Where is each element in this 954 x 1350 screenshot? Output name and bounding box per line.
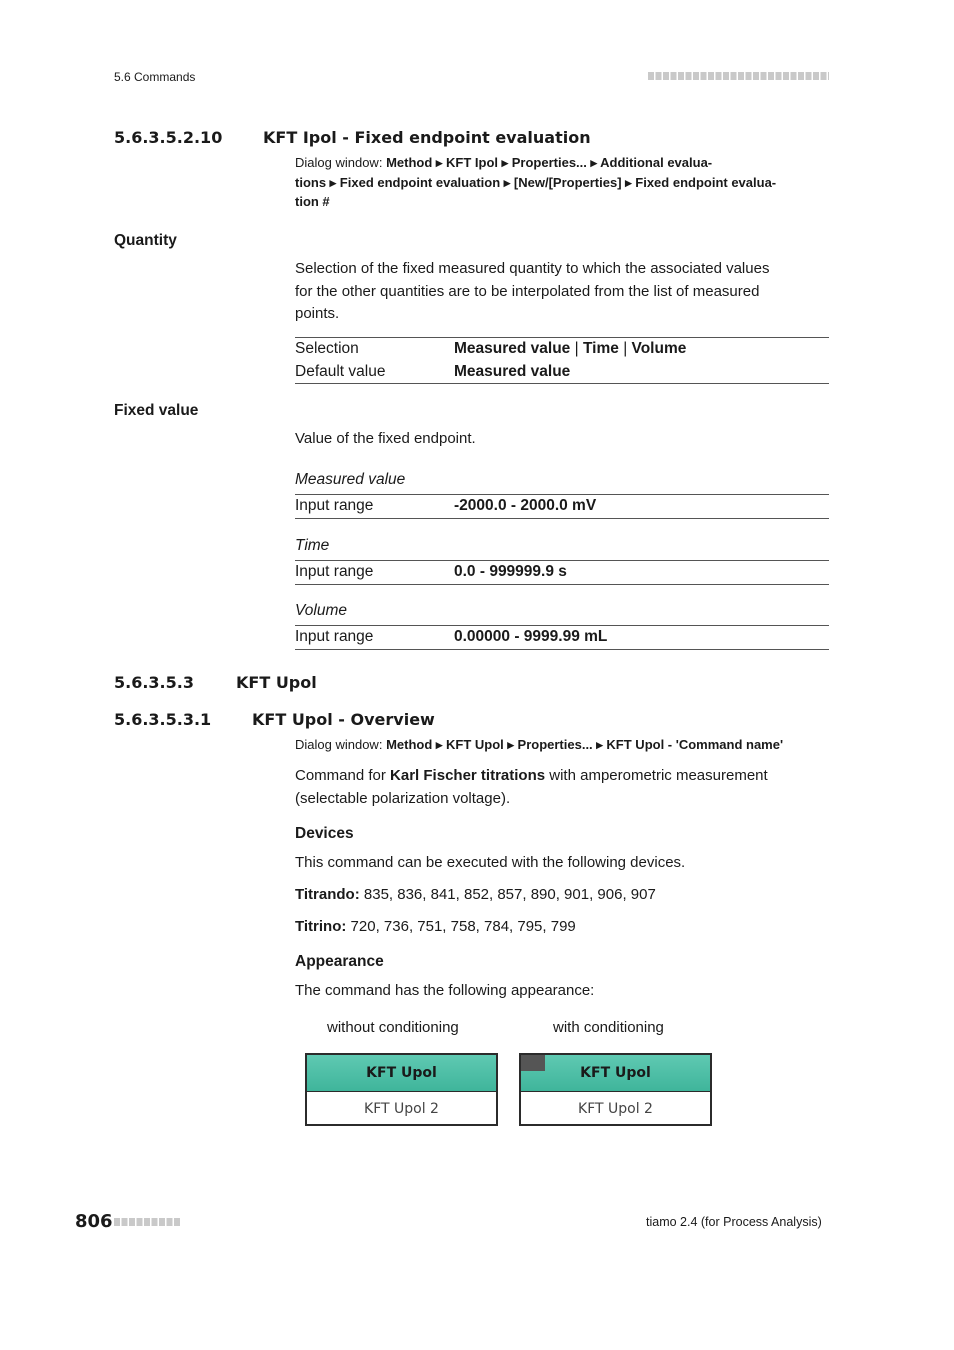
selection-volume: Volume	[631, 340, 687, 357]
appearance-heading: Appearance	[295, 953, 384, 970]
caption-with-conditioning: with conditioning	[553, 1019, 664, 1036]
input-range-value: 0.0 - 999999.9 s	[454, 563, 567, 580]
product-name: tiamo 2.4 (for Process Analysis)	[646, 1215, 822, 1229]
titrando-label: Titrando:	[295, 886, 360, 903]
quantity-desc-line3: points.	[295, 305, 340, 322]
running-header: 5.6 Commands	[114, 70, 196, 84]
time-table	[295, 560, 829, 585]
table-row-selection	[295, 338, 829, 361]
command-box-title: KFT Upol	[580, 1065, 651, 1081]
command-box-title: KFT Upol	[307, 1055, 496, 1092]
dialog-path-line1: Method ▸ KFT Ipol ▸ Properties... ▸ Additional evalua-	[386, 155, 713, 170]
footer-dots	[114, 1218, 181, 1226]
section-heading-fixed-endpoint	[114, 128, 591, 147]
dialog-path-line3: tion #	[295, 194, 330, 209]
selection-key: Selection	[295, 340, 359, 357]
command-description	[295, 765, 835, 810]
dialog-path-line2: tions ▸ Fixed endpoint evaluation ▸ [New/[Properties] ▸ Fixed endpoint evalua-	[295, 174, 777, 190]
input-range-key: Input range	[295, 628, 374, 645]
quantity-desc-line1: Selection of the fixed measured quantity to which the associated values	[295, 260, 770, 277]
titrando-models: 835, 836, 841, 852, 857, 890, 901, 906, 907	[359, 886, 656, 903]
section-heading-kft-upol	[114, 673, 317, 692]
section-heading-kft-upol-overview	[114, 710, 435, 729]
quantity-heading: Quantity	[114, 232, 177, 249]
table-rule	[295, 518, 829, 519]
conditioning-indicator-icon	[521, 1055, 545, 1071]
default-key: Default value	[295, 362, 386, 380]
command-box-with-conditioning	[519, 1053, 712, 1126]
dialog-prefix: Dialog window:	[295, 155, 383, 170]
titrando-list	[295, 884, 656, 907]
dialog-path	[295, 735, 783, 755]
command-box-name: KFT Upol 2	[578, 1101, 653, 1117]
section-title: KFT Upol	[236, 673, 317, 692]
table-rule	[295, 649, 829, 650]
section-number: 5.6.3.5.3.1	[114, 710, 212, 729]
separator: |	[574, 340, 579, 357]
page-number: 806	[75, 1211, 113, 1232]
volume-table	[295, 625, 829, 650]
dialog-path-line: Method ▸ KFT Upol ▸ Properties... ▸ KFT Upol - 'Command name'	[386, 737, 784, 752]
selection-time: Time	[582, 340, 619, 357]
command-box-without-conditioning	[305, 1053, 498, 1126]
input-range-key: Input range	[295, 497, 374, 514]
section-number: 5.6.3.5.2.10	[114, 128, 223, 147]
titrino-list	[295, 916, 576, 939]
quantity-desc-line2: for the other quantities are to be interpolated from the list of measured	[295, 282, 760, 300]
measured-value-table	[295, 494, 829, 519]
cmd-text-line2: (selectable polarization voltage).	[295, 789, 511, 807]
input-range-key: Input range	[295, 563, 374, 580]
volume-label: Volume	[295, 602, 347, 619]
fixed-value-heading: Fixed value	[114, 402, 199, 419]
table-row-default	[295, 361, 829, 384]
separator: |	[623, 340, 628, 357]
table-rule	[295, 584, 829, 585]
cmd-text: with amperometric measurement	[545, 767, 768, 784]
selection-values	[454, 338, 686, 361]
default-value: Measured value	[454, 362, 571, 380]
header-dots	[648, 72, 829, 80]
input-range-value: 0.00000 - 9999.99 mL	[454, 628, 608, 645]
devices-heading: Devices	[295, 825, 354, 842]
titrino-models: 720, 736, 751, 758, 784, 795, 799	[346, 918, 576, 935]
caption-without-conditioning: without conditioning	[327, 1019, 459, 1036]
selection-measured-value: Measured value	[454, 340, 571, 357]
appearance-description: The command has the following appearance:	[295, 982, 595, 999]
time-label: Time	[295, 537, 330, 554]
dialog-path	[295, 153, 835, 212]
quantity-table	[295, 337, 829, 384]
measured-value-label: Measured value	[295, 471, 406, 488]
devices-description: This command can be executed with the following devices.	[295, 854, 686, 871]
command-box-name: KFT Upol 2	[364, 1101, 439, 1117]
table-rule	[295, 383, 829, 384]
table-row-input-range	[295, 561, 829, 584]
cmd-bold-text: Karl Fischer titrations	[390, 767, 546, 784]
section-title: KFT Upol - Overview	[252, 710, 435, 729]
titrino-label: Titrino:	[295, 918, 347, 935]
table-row-input-range	[295, 626, 829, 649]
command-box-header	[521, 1055, 710, 1092]
section-title: KFT Ipol - Fixed endpoint evaluation	[263, 128, 591, 147]
section-number: 5.6.3.5.3	[114, 673, 194, 692]
table-row-input-range	[295, 495, 829, 518]
quantity-description	[295, 258, 835, 326]
cmd-text: Command for	[295, 767, 391, 784]
dialog-prefix: Dialog window:	[295, 737, 383, 752]
input-range-value: -2000.0 - 2000.0 mV	[454, 497, 597, 514]
fixed-value-description: Value of the fixed endpoint.	[295, 430, 476, 447]
